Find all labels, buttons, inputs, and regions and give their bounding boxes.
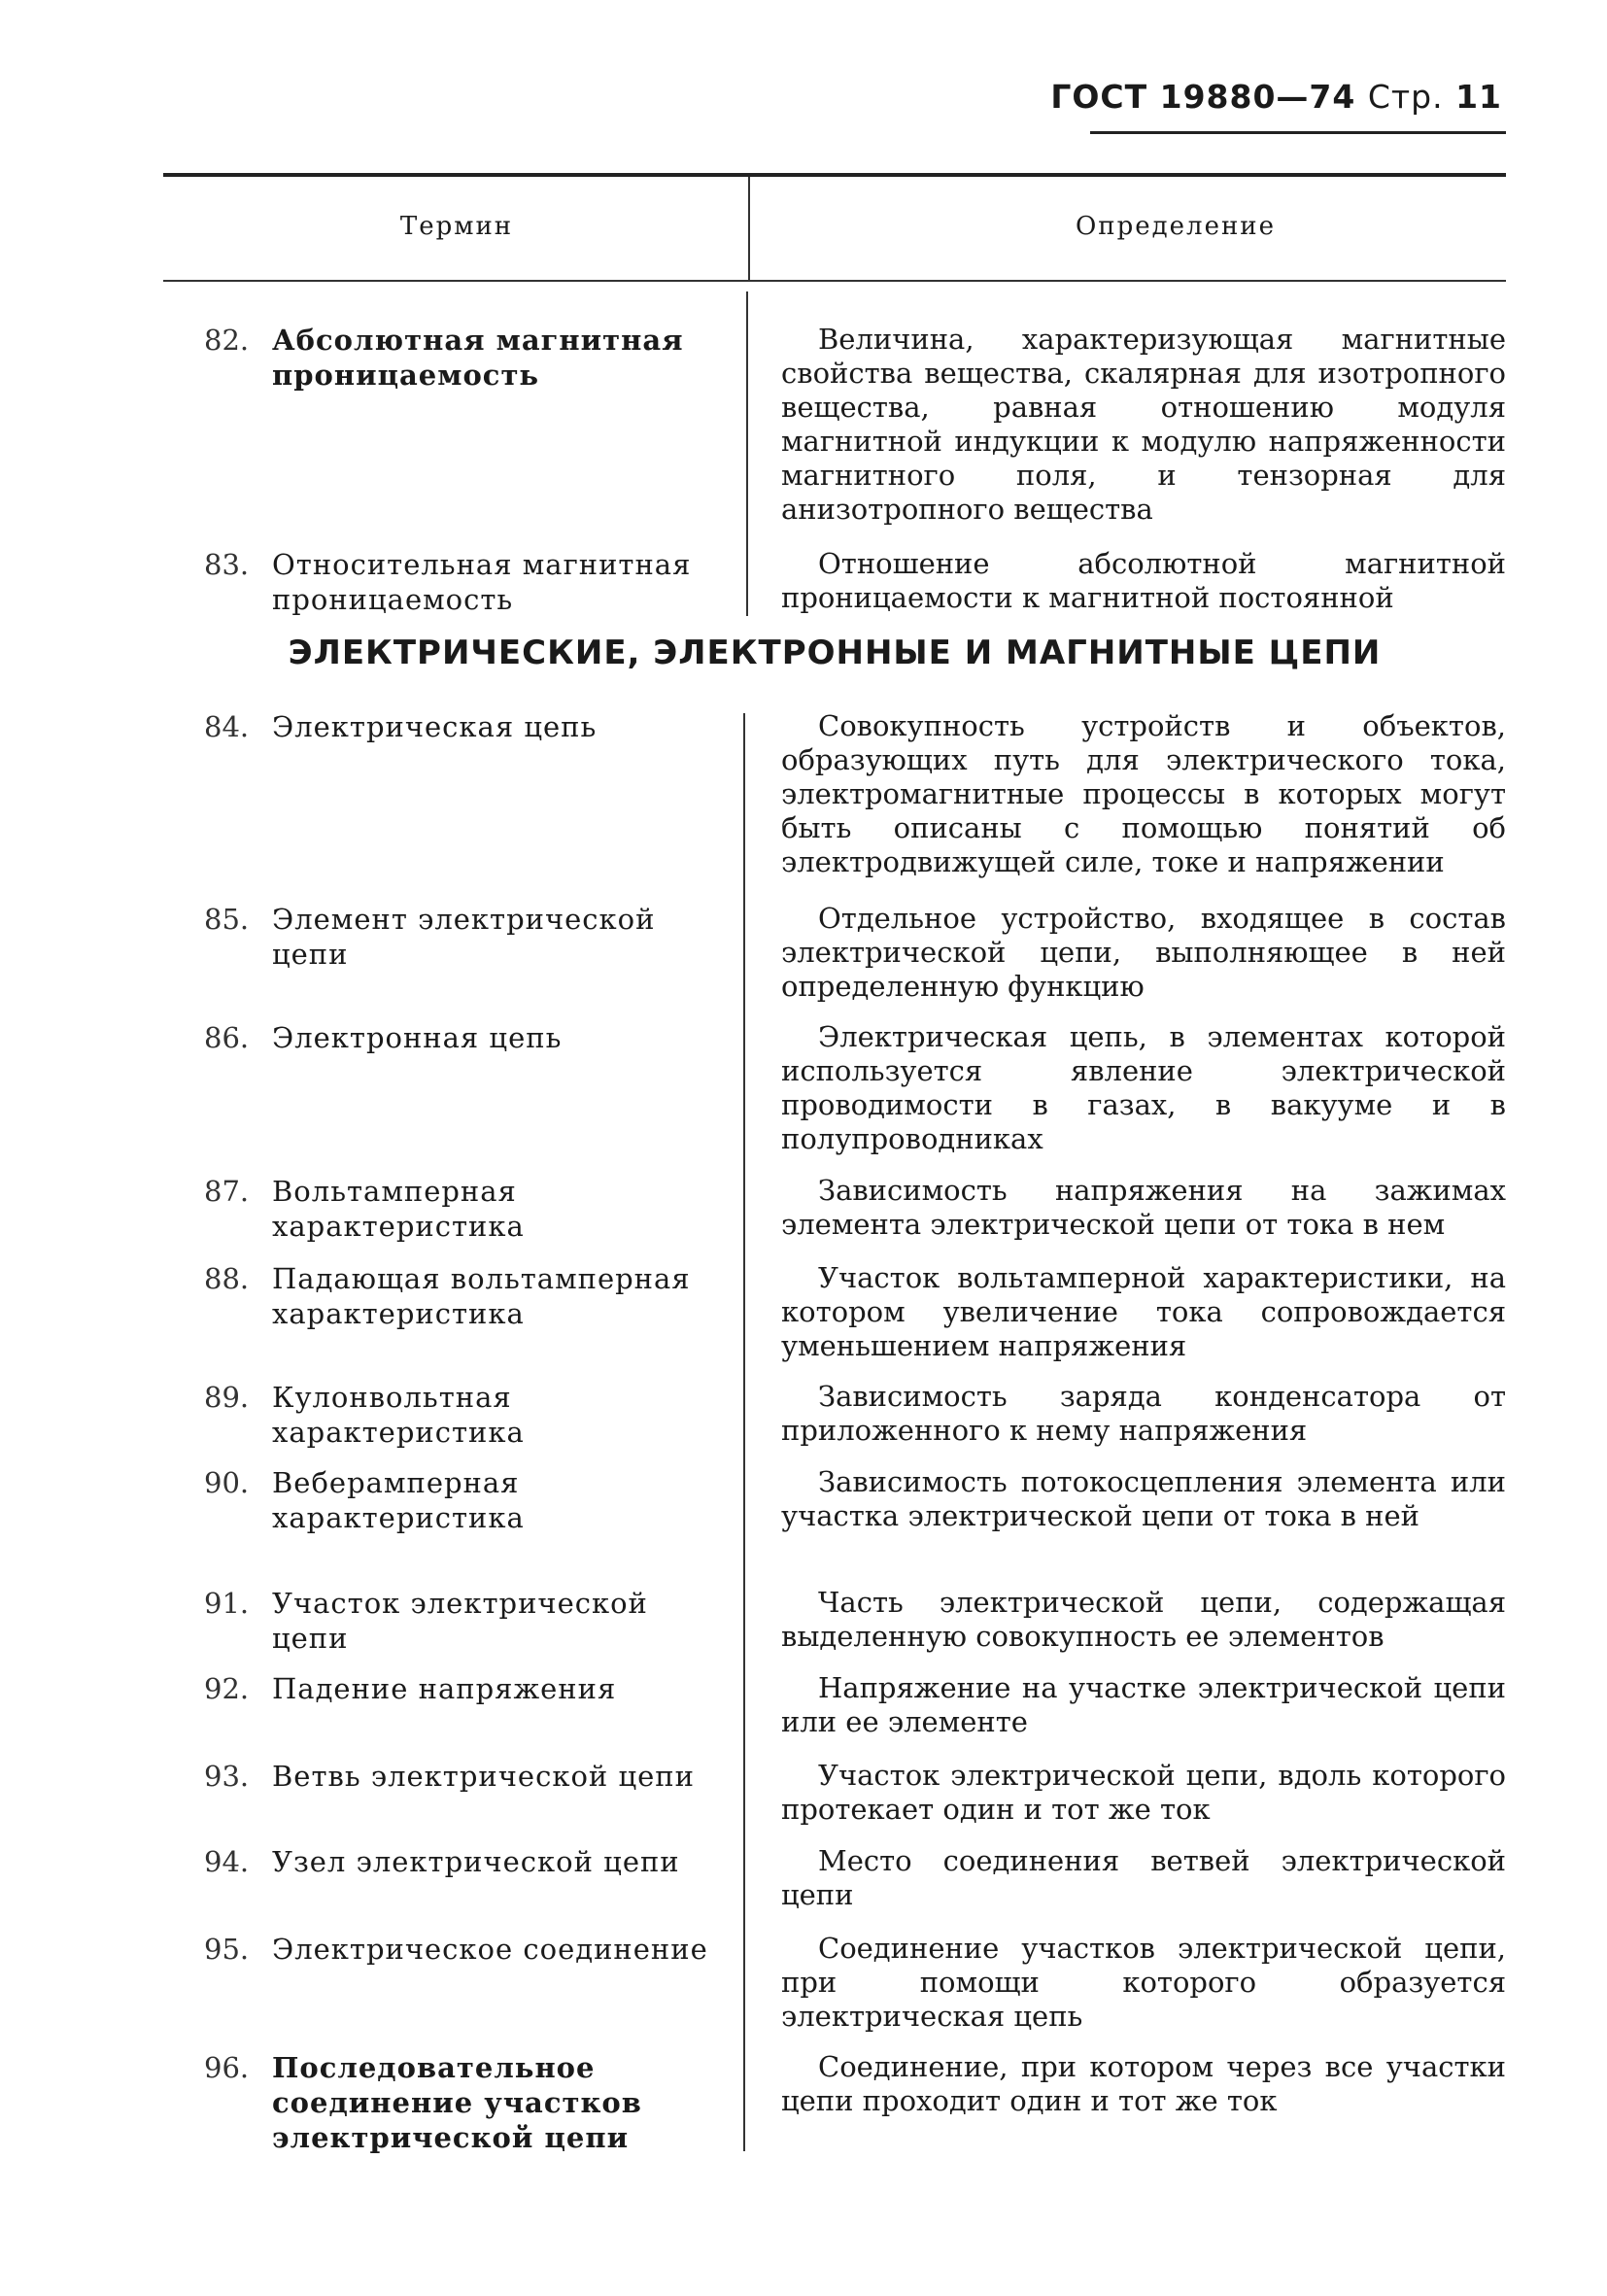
column-divider: [748, 177, 750, 280]
definition-text: Напряжение на участке электрической цепи или ее элементе: [781, 1671, 1506, 1738]
term-text: Кулонвольтная характеристика: [272, 1381, 525, 1449]
entry-number: 90.: [204, 1466, 250, 1499]
entry-number: 91.: [204, 1587, 250, 1620]
term-text: Электрическое соединение: [272, 1933, 708, 1966]
term-text: Электрическая цепь: [272, 710, 598, 743]
entry-number: 94.: [204, 1845, 250, 1878]
definition-text: Соединение участков электрической цепи, при помощи которого образуется электрическая цепь: [781, 1932, 1506, 2033]
section-heading: ЭЛЕКТРИЧЕСКИЕ, ЭЛЕКТРОННЫЕ И МАГНИТНЫЕ ЦЕПИ: [288, 634, 1382, 672]
entry-number: 88.: [204, 1262, 250, 1295]
definition-text: Участок электрической цепи, вдоль которого протекает один и тот же ток: [781, 1759, 1506, 1826]
table-top-rule: [163, 173, 1506, 177]
definition-text: Отношение абсолютной магнитной проницаемости к магнитной постоянной: [781, 547, 1506, 614]
term-text: Последовательное соединение участков электрической цепи: [272, 2051, 642, 2154]
term-text: Узел электрической цепи: [272, 1845, 680, 1878]
term-text: Абсолютная магнитная проницаемость: [272, 324, 684, 392]
term-text: Участок электрической цепи: [272, 1587, 648, 1655]
column-divider: [746, 291, 748, 616]
column-divider: [743, 713, 745, 2151]
column-header-term: Термин: [399, 212, 514, 241]
definition-text: Место соединения ветвей электрической цепи: [781, 1844, 1506, 1911]
definition-text: Соединение, при котором через все участки цепи проходит один и тот же ток: [781, 2050, 1506, 2117]
term-text: Вольтамперная характеристика: [272, 1175, 525, 1243]
definition-text: Величина, характеризующая магнитные свойства вещества, скалярная для изотропного вещества, равная отношению модуля магнитной индукции к модулю напряженности магнитного поля, и тензорная для анизотропного вещества: [781, 323, 1506, 526]
term-text: Элемент электрической цепи: [272, 903, 656, 971]
page-label: Стр.: [1367, 78, 1444, 116]
definition-text: Электрическая цепь, в элементах которой используется явление электрической проводимости в газах, в вакууме и в полупроводниках: [781, 1020, 1506, 1155]
definition-text: Зависимость напряжения на зажимах элемента электрической цепи от тока в нем: [781, 1174, 1506, 1241]
definition-text: Совокупность устройств и объектов, образующих путь для электрического тока, электромагнитные процессы в которых могут быть описаны с помощью понятий об электродвижущей силе, токе и напряжении: [781, 709, 1506, 878]
entry-number: 84.: [204, 710, 250, 743]
entry-number: 87.: [204, 1175, 250, 1208]
standard-number: ГОСТ 19880—74: [1050, 78, 1356, 116]
entry-number: 95.: [204, 1933, 250, 1966]
entry-number: 93.: [204, 1760, 250, 1793]
entry-number: 86.: [204, 1021, 250, 1054]
header-rule: [1090, 131, 1506, 134]
definition-text: Зависимость потокосцепления элемента или участка электрической цепи от тока в ней: [781, 1465, 1506, 1532]
entry-number: 85.: [204, 903, 250, 936]
term-text: Ветвь электрической цепи: [272, 1760, 695, 1793]
page-header: [972, 78, 1502, 116]
page-number: 11: [1455, 78, 1502, 116]
definition-text: Отдельное устройство, входящее в состав электрической цепи, выполняющее в ней определенную функцию: [781, 902, 1506, 1003]
header-bottom-rule: [163, 280, 1506, 282]
entry-number: 96.: [204, 2051, 250, 2084]
column-header-definition: Определение: [1075, 212, 1277, 241]
term-text: Электронная цепь: [272, 1021, 563, 1054]
entry-number: 82.: [204, 324, 250, 357]
term-text: Относительная магнитная проницаемость: [272, 548, 692, 616]
entry-number: 89.: [204, 1381, 250, 1414]
term-text: Веберамперная характеристика: [272, 1466, 525, 1534]
term-text: Падение напряжения: [272, 1672, 617, 1705]
definition-text: Участок вольтамперной характеристики, на котором увеличение тока сопровождается уменьшением напряжения: [781, 1261, 1506, 1362]
definition-text: Зависимость заряда конденсатора от приложенного к нему напряжения: [781, 1380, 1506, 1447]
definition-text: Часть электрической цепи, содержащая выделенную совокупность ее элементов: [781, 1586, 1506, 1653]
entry-number: 92.: [204, 1672, 250, 1705]
term-text: Падающая вольтамперная характеристика: [272, 1262, 691, 1330]
entry-number: 83.: [204, 548, 250, 581]
